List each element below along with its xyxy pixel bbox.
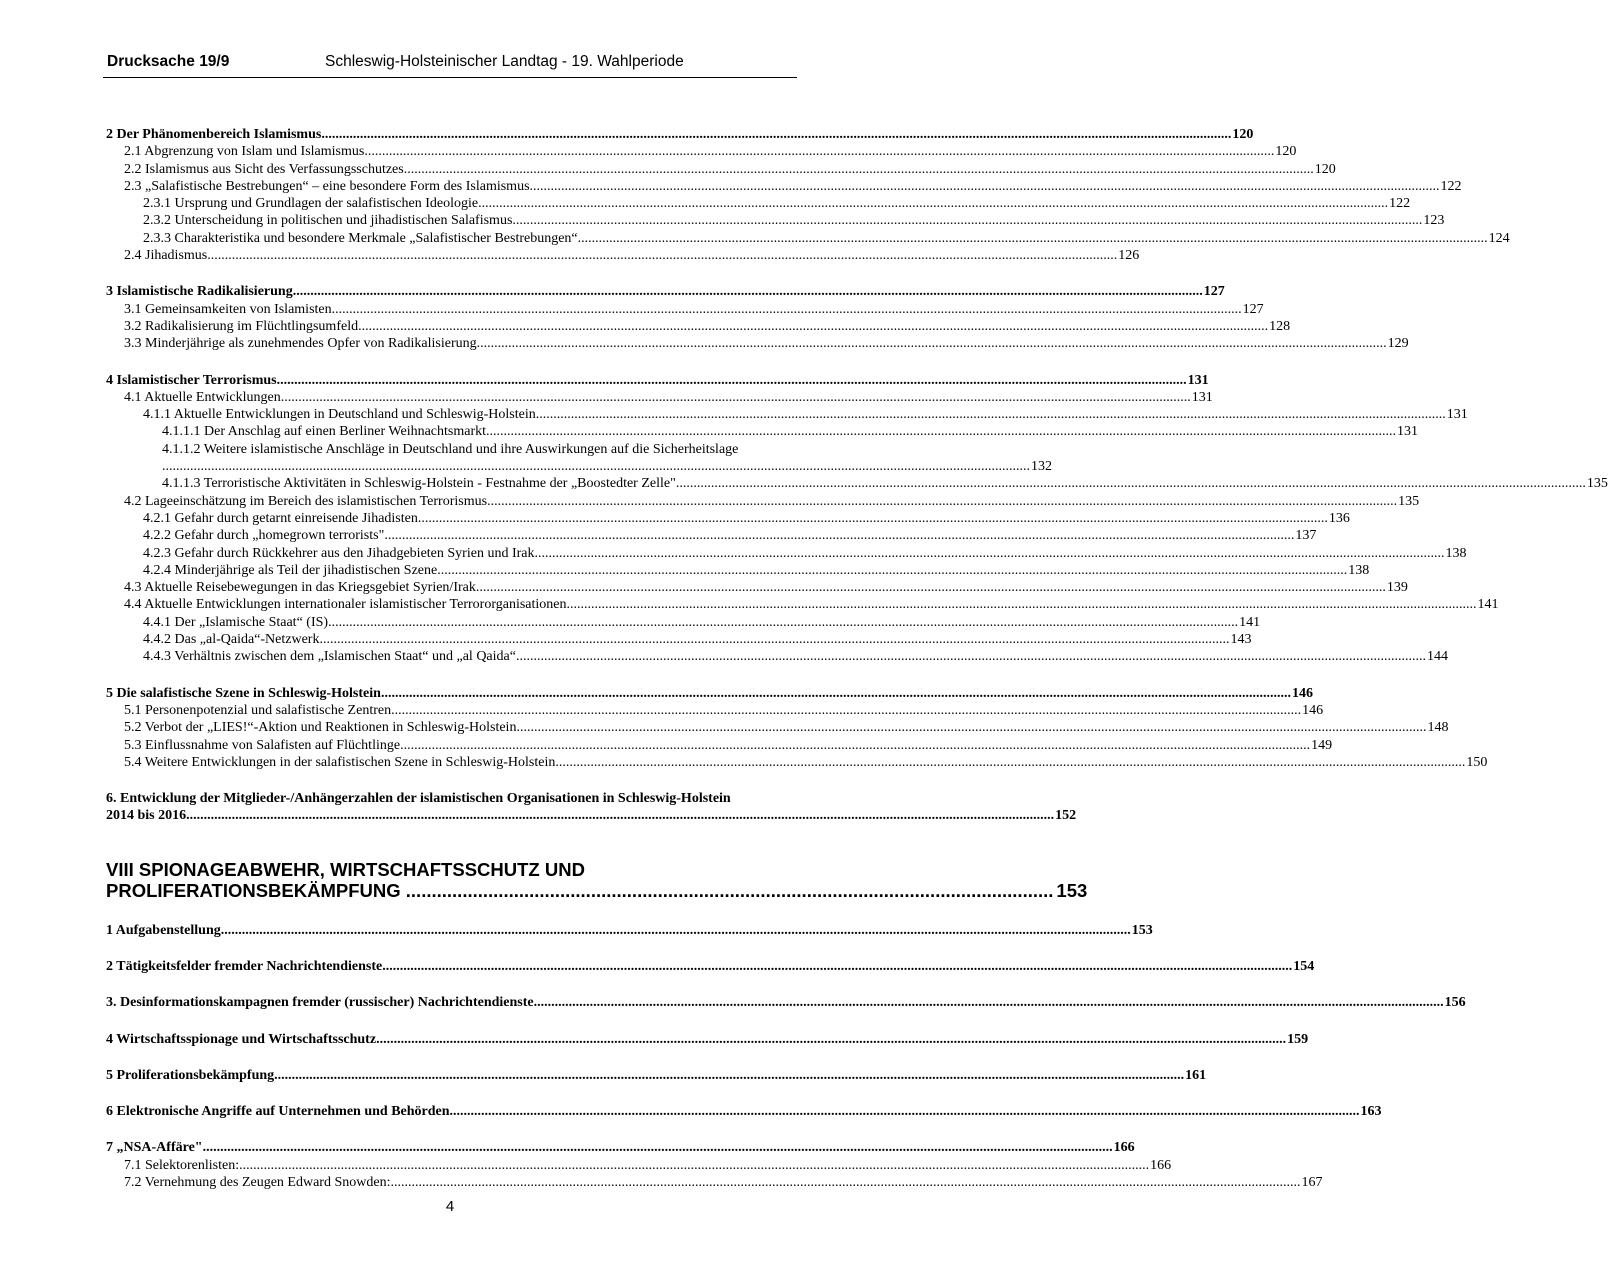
- toc-page-number: 126: [1118, 248, 1140, 264]
- toc-entry-title: 3.2 Radikalisierung im Flüchtlingsumfeld: [124, 318, 359, 334]
- dot-leader: ....................................................................................................................................................................................................................................................................: [207, 248, 1118, 264]
- toc-entry-title: 4.4.1 Der „Islamische Staat“ (IS): [143, 614, 329, 630]
- toc-entry-title: 2 Tätigkeitsfelder fremder Nachrichtendienste: [106, 958, 383, 974]
- dot-leader: ........................................................................................................................................................................................................................................................: [162, 459, 1030, 475]
- toc-entry[interactable]: [106, 631, 1252, 648]
- toc-page-number: 166: [1113, 1140, 1135, 1156]
- dot-leader: ....................................................................................................................................................................................................................................................................: [577, 230, 1488, 246]
- dot-leader: ....................................................................................................................................................................................................................................................................: [533, 995, 1444, 1011]
- toc-page-number: 120: [1275, 144, 1297, 160]
- toc-section-7: [106, 1139, 1323, 1191]
- dot-leader: ....................................................................................................................................................................................................................................................................: [534, 545, 1445, 561]
- chapter-title-cont: PROLIFERATIONSBEKÄMPFUNG: [106, 879, 401, 901]
- toc-page-number: 138: [1445, 545, 1467, 561]
- toc-page-number: 127: [1203, 284, 1225, 300]
- toc-entry[interactable]: [106, 510, 1350, 527]
- dot-leader: ....................................................................................................................................................................................................................................................................: [319, 632, 1230, 648]
- dot-leader: ....................................................................................................................................................................................................................................................................: [449, 1104, 1360, 1120]
- toc-entry-title: 4.1.1 Aktuelle Entwicklungen in Deutschland und Schleswig-Holstein: [143, 407, 536, 423]
- toc-page-number: 144: [1426, 649, 1448, 665]
- toc-page-number: 154: [1293, 958, 1315, 974]
- dot-leader: ....................................................................................................................................................................................................................................................................: [476, 336, 1387, 352]
- dot-leader: ....................................................................................................................................................................................................................................................................: [515, 649, 1426, 665]
- toc-entry-title: 4.2.1 Gefahr durch getarnt einreisende Jihadisten: [143, 510, 418, 526]
- toc-entry[interactable]: [106, 685, 1313, 702]
- toc-entry[interactable]: [106, 922, 1153, 939]
- toc-entry[interactable]: [106, 648, 1448, 665]
- toc-entry-title: 5.1 Personenpotenzial und salafistische Zentren: [124, 702, 392, 718]
- dot-leader: ....................................................................................................................................................................................................................................................................: [535, 407, 1446, 423]
- toc-entry-text: [162, 441, 792, 458]
- dot-leader: ....................................................................................................................................................................................................................................................................: [376, 1031, 1287, 1047]
- toc-entry[interactable]: [106, 737, 1333, 754]
- toc-entry[interactable]: [106, 493, 1420, 510]
- page-number: 4: [445, 1198, 455, 1215]
- toc-entry-title: 4.2.4 Minderjährige als Teil der jihadistischen Szene: [143, 562, 438, 578]
- toc-entry-leader: [106, 807, 1077, 824]
- toc-page-number: 123: [1423, 213, 1445, 229]
- toc-entry-title: 4.1.1.2 Weitere islamistische Anschläge in Deutschland und ihre Auswirkungen auf die Sicherheitslage: [162, 441, 739, 457]
- chapter-title-leader: [106, 879, 1088, 901]
- toc-entry-title: 2.3.1 Ursprung und Grundlagen der salafistischen Ideologie: [143, 196, 479, 212]
- toc-entry[interactable]: [106, 702, 1324, 719]
- dot-leader: ....................................................................................................................................................................................................................................................................: [331, 301, 1242, 317]
- toc-page-number: 143: [1230, 632, 1252, 648]
- toc-page-number: 124: [1488, 230, 1510, 246]
- toc-entry-title: 4.1.1.1 Der Anschlag auf einen Berliner Weihnachtsmarkt: [162, 424, 487, 440]
- chapter-page-number: 153: [1056, 879, 1088, 901]
- toc-entry[interactable]: [106, 212, 1445, 229]
- toc-page-number: 148: [1427, 720, 1449, 736]
- toc-page-number: 129: [1387, 336, 1409, 352]
- toc-page-number: 127: [1242, 301, 1264, 317]
- toc-page-number: 146: [1302, 702, 1324, 718]
- toc-entry-title: 4.4 Aktuelle Entwicklungen internationaler islamistischer Terrororganisationen: [124, 597, 567, 613]
- dot-leader: ....................................................................................................................................................................................................................................................................: [675, 476, 1586, 492]
- toc-entry[interactable]: [106, 1157, 1172, 1174]
- toc-chapter-8-sections: [106, 901, 1466, 1121]
- toc-entry[interactable]: [106, 527, 1317, 544]
- document-title: Schleswig-Holsteinischer Landtag - 19. Wahlperiode: [325, 53, 684, 70]
- dot-leader: ....................................................................................................................................................................................................................................................................: [358, 318, 1269, 334]
- toc-entry-title: 3 Islamistische Radikalisierung: [106, 284, 293, 300]
- toc-entry-title: 4 Islamistischer Terrorismus: [106, 372, 277, 388]
- toc-section-4-continued: [106, 475, 1608, 665]
- toc-entry[interactable]: [106, 719, 1449, 736]
- toc-entry[interactable]: [106, 247, 1140, 264]
- toc-entry-title: 2.3 „Salafistische Bestrebungen“ – eine besondere Form des Islamismus: [124, 178, 530, 194]
- toc-entry-title: 5.4 Weitere Entwicklungen in der salafistischen Szene in Schleswig-Holstein: [124, 754, 556, 770]
- toc-entry[interactable]: [106, 958, 1315, 975]
- dot-leader: ....................................................................................................................................................................................................................................................................: [380, 685, 1291, 701]
- toc-entry[interactable]: [106, 562, 1370, 579]
- toc-entry[interactable]: [106, 335, 1409, 352]
- dot-leader: ....................................................................................................................................................................................................................................................................: [328, 614, 1239, 630]
- toc-entry[interactable]: [106, 1067, 1207, 1084]
- toc-entry-title: 2 Der Phänomenbereich Islamismus: [106, 127, 322, 142]
- toc-page-number: 131: [1446, 407, 1468, 423]
- toc-entry[interactable]: [106, 1103, 1382, 1120]
- toc-entry-title: 3.1 Gemeinsamkeiten von Islamisten: [124, 301, 332, 317]
- toc-entry[interactable]: [106, 1139, 1135, 1156]
- toc-section-6[interactable]: [106, 790, 1077, 825]
- dot-leader: ....................................................................................................................................................................................................................................................................: [486, 424, 1397, 440]
- toc-page-number: 132: [1031, 459, 1052, 475]
- chapter-title: VIII SPIONAGEABWEHR, WIRTSCHAFTSSCHUTZ UND: [106, 858, 585, 880]
- toc-page-number: 137: [1295, 528, 1317, 544]
- toc-entry[interactable]: [106, 283, 1225, 300]
- toc-entry-title: 7 „NSA-Affäre": [106, 1140, 203, 1156]
- toc-entry-title: 4.3 Aktuelle Reisebewegungen in das Kriegsgebiet Syrien/Irak: [124, 580, 476, 596]
- toc-entry[interactable]: [106, 614, 1261, 631]
- toc-page-number: 136: [1328, 510, 1350, 526]
- toc-entry-title: 2.3.2 Unterscheidung in politischen und jihadistischen Salafismus: [143, 213, 513, 229]
- dot-leader: ....................................................................................................................................................................................................................................................................: [364, 144, 1275, 160]
- toc-entry[interactable]: [106, 994, 1466, 1011]
- dot-leader: ....................................................................................................................................................................................................................................................................: [478, 196, 1389, 212]
- toc-page-number: 167: [1301, 1175, 1323, 1191]
- toc-entry-leader: [162, 458, 1052, 475]
- toc-page-number: 122: [1389, 196, 1411, 212]
- dot-leader: ....................................................................................................................................................................................................................................................................: [390, 1175, 1301, 1191]
- toc-page-number: 149: [1311, 737, 1333, 753]
- toc-entry-title: 4.4.3 Verhältnis zwischen dem „Islamischen Staat“ und „al Qaida“: [143, 649, 516, 665]
- toc-page-number: 120: [1232, 127, 1254, 142]
- toc-page-number: 141: [1477, 597, 1499, 613]
- dot-leader: ........................................................................................................................................................................................................................................................: [186, 808, 1055, 824]
- toc-page-number: 156: [1444, 995, 1466, 1011]
- toc-entry-title-cont: 2014 bis 2016: [106, 808, 187, 824]
- toc-entry-title: 3. Desinformationskampagnen fremder (russischer) Nachrichtendienste: [106, 995, 534, 1011]
- toc-page-number: 131: [1187, 372, 1209, 388]
- toc-page-number: 128: [1269, 318, 1291, 334]
- toc-entry-wrapped[interactable]: [106, 441, 1052, 476]
- dot-leader: ....................................................................................................................................................................................................................................................................: [276, 372, 1187, 388]
- toc-entry[interactable]: [106, 579, 1408, 596]
- toc-page-number: 135: [1398, 493, 1420, 509]
- dot-leader: ....................................................................................................................................................................................................................................................................: [417, 510, 1328, 526]
- dot-leader: ....................................................................................................................................................................................................................................................................: [529, 178, 1440, 194]
- toc-entry[interactable]: [106, 406, 1468, 423]
- dot-leader: ....................................................................................................................................................................................................................................................................: [475, 580, 1386, 596]
- toc-entry[interactable]: [106, 195, 1411, 212]
- dot-leader: ....................................................................................................................................................................................................................................................................: [400, 737, 1311, 753]
- dot-leader: ....................................................................................................................................................................................................................................................................: [384, 528, 1295, 544]
- toc-entry-title: 1 Aufgabenstellung: [106, 922, 221, 938]
- table-of-contents: [106, 126, 1608, 1191]
- toc-entry[interactable]: [106, 754, 1488, 771]
- toc-entry[interactable]: [106, 1174, 1323, 1191]
- toc-page-number: 166: [1150, 1157, 1172, 1173]
- dot-leader: ....................................................................................................................................................................................................................................................................: [292, 284, 1203, 300]
- toc-entry[interactable]: [106, 389, 1213, 406]
- toc-page-number: 135: [1586, 476, 1608, 492]
- toc-entry-title: 5.3 Einflussnahme von Salafisten auf Flüchtlinge: [124, 737, 401, 753]
- toc-entry[interactable]: [106, 423, 1419, 440]
- toc-section-2: [106, 126, 1510, 264]
- toc-entry-title: 5.2 Verbot der „LIES!“-Aktion und Reaktionen in Schleswig-Holstein: [124, 720, 517, 736]
- dot-leader: ....................................................................................................................................................................................................................................................................: [555, 754, 1466, 770]
- toc-entry-title: 6. Entwicklung der Mitglieder-/Anhängerzahlen der islamistischen Organisationen in Schleswig-Holstein: [106, 791, 731, 807]
- dot-leader: ....................................................................................................................................................................................................................................................................: [516, 720, 1427, 736]
- toc-page-number: 161: [1185, 1067, 1207, 1083]
- toc-entry-title: 7.2 Vernehmung des Zeugen Edward Snowden:: [124, 1175, 391, 1191]
- toc-entry-title: 2.3.3 Charakteristika und besondere Merkmale „Salafistischer Bestrebungen“: [143, 230, 578, 246]
- toc-section-5: [106, 685, 1488, 771]
- toc-entry[interactable]: [106, 545, 1467, 562]
- toc-entry[interactable]: [106, 596, 1499, 613]
- toc-entry[interactable]: [106, 475, 1608, 492]
- toc-entry-title: 2.2 Islamismus aus Sicht des Verfassungsschutzes: [124, 161, 404, 177]
- page-header: [103, 53, 797, 78]
- dot-leader: ..............................................................................................................................: [400, 879, 1054, 901]
- dot-leader: ....................................................................................................................................................................................................................................................................: [512, 213, 1423, 229]
- toc-chapter-8[interactable]: [106, 858, 1088, 901]
- dot-leader: ....................................................................................................................................................................................................................................................................: [220, 922, 1131, 938]
- toc-page-number: 141: [1239, 614, 1261, 630]
- toc-section-3: [106, 283, 1409, 352]
- toc-entry-title: 4.2 Lageeinschätzung im Bereich des islamistischen Terrorismus: [124, 493, 488, 509]
- toc-entry[interactable]: [106, 161, 1336, 178]
- dot-leader: ....................................................................................................................................................................................................................................................................: [382, 958, 1293, 974]
- dot-leader: ....................................................................................................................................................................................................................................................................: [487, 493, 1398, 509]
- dot-leader: ....................................................................................................................................................................................................................................................................: [403, 161, 1314, 177]
- toc-entry[interactable]: [106, 178, 1462, 195]
- toc-entry[interactable]: [106, 230, 1510, 247]
- dot-leader: ....................................................................................................................................................................................................................................................................: [437, 562, 1348, 578]
- toc-section-4: [106, 372, 1468, 441]
- toc-page-number: 150: [1466, 754, 1488, 770]
- toc-entry[interactable]: [106, 126, 1254, 143]
- toc-entry[interactable]: [106, 143, 1297, 160]
- toc-entry-title: 5 Die salafistische Szene in Schleswig-Holstein: [106, 685, 381, 701]
- dot-leader: ....................................................................................................................................................................................................................................................................: [274, 1067, 1185, 1083]
- dot-leader: ....................................................................................................................................................................................................................................................................: [391, 702, 1302, 718]
- toc-page-number: 152: [1055, 808, 1077, 824]
- toc-page-number: 131: [1397, 424, 1419, 440]
- toc-page-number: 120: [1314, 161, 1336, 177]
- toc-page-number: 163: [1360, 1104, 1382, 1120]
- toc-page-number: 122: [1440, 178, 1462, 194]
- toc-entry[interactable]: [106, 318, 1291, 335]
- toc-entry[interactable]: [106, 372, 1209, 389]
- toc-entry-title: 5 Proliferationsbekämpfung: [106, 1067, 275, 1083]
- dot-leader: ....................................................................................................................................................................................................................................................................: [566, 597, 1477, 613]
- toc-entry-title: 4.1.1.3 Terroristische Aktivitäten in Schleswig-Holstein - Festnahme der „Boostedter Zelle": [162, 476, 676, 492]
- dot-leader: ....................................................................................................................................................................................................................................................................: [280, 389, 1191, 405]
- document-number: Drucksache 19/9: [107, 53, 230, 70]
- toc-entry-title: 6 Elektronische Angriffe auf Unternehmen und Behörden: [106, 1104, 450, 1120]
- dot-leader: ....................................................................................................................................................................................................................................................................: [202, 1140, 1113, 1156]
- toc-entry-title: 2.4 Jihadismus: [124, 248, 208, 264]
- toc-page-number: 131: [1191, 389, 1213, 405]
- toc-page-number: 146: [1291, 685, 1313, 701]
- toc-page-number: 138: [1348, 562, 1370, 578]
- toc-entry-title: 4.4.2 Das „al-Qaida“-Netzwerk: [143, 632, 320, 648]
- toc-entry-title: 3.3 Minderjährige als zunehmendes Opfer von Radikalisierung: [124, 336, 477, 352]
- toc-page-number: 153: [1131, 922, 1153, 938]
- toc-entry-title: 2.1 Abgrenzung von Islam und Islamismus: [124, 144, 365, 160]
- toc-page-number: 139: [1386, 580, 1408, 596]
- dot-leader: ....................................................................................................................................................................................................................................................................: [239, 1157, 1150, 1173]
- toc-entry-title: 4.2.2 Gefahr durch „homegrown terrorists": [143, 528, 385, 544]
- toc-entry-title: 4 Wirtschaftsspionage und Wirtschaftsschutz: [106, 1031, 377, 1047]
- toc-page-number: 159: [1287, 1031, 1309, 1047]
- toc-entry-title: 4.1 Aktuelle Entwicklungen: [124, 389, 281, 405]
- toc-entry-title: 7.1 Selektorenlisten:: [124, 1157, 240, 1173]
- toc-entry[interactable]: [106, 1031, 1309, 1048]
- toc-entry[interactable]: [106, 301, 1264, 318]
- dot-leader: ....................................................................................................................................................................................................................................................................: [321, 127, 1232, 142]
- toc-entry-title: 4.2.3 Gefahr durch Rückkehrer aus den Jihadgebieten Syrien und Irak: [143, 545, 535, 561]
